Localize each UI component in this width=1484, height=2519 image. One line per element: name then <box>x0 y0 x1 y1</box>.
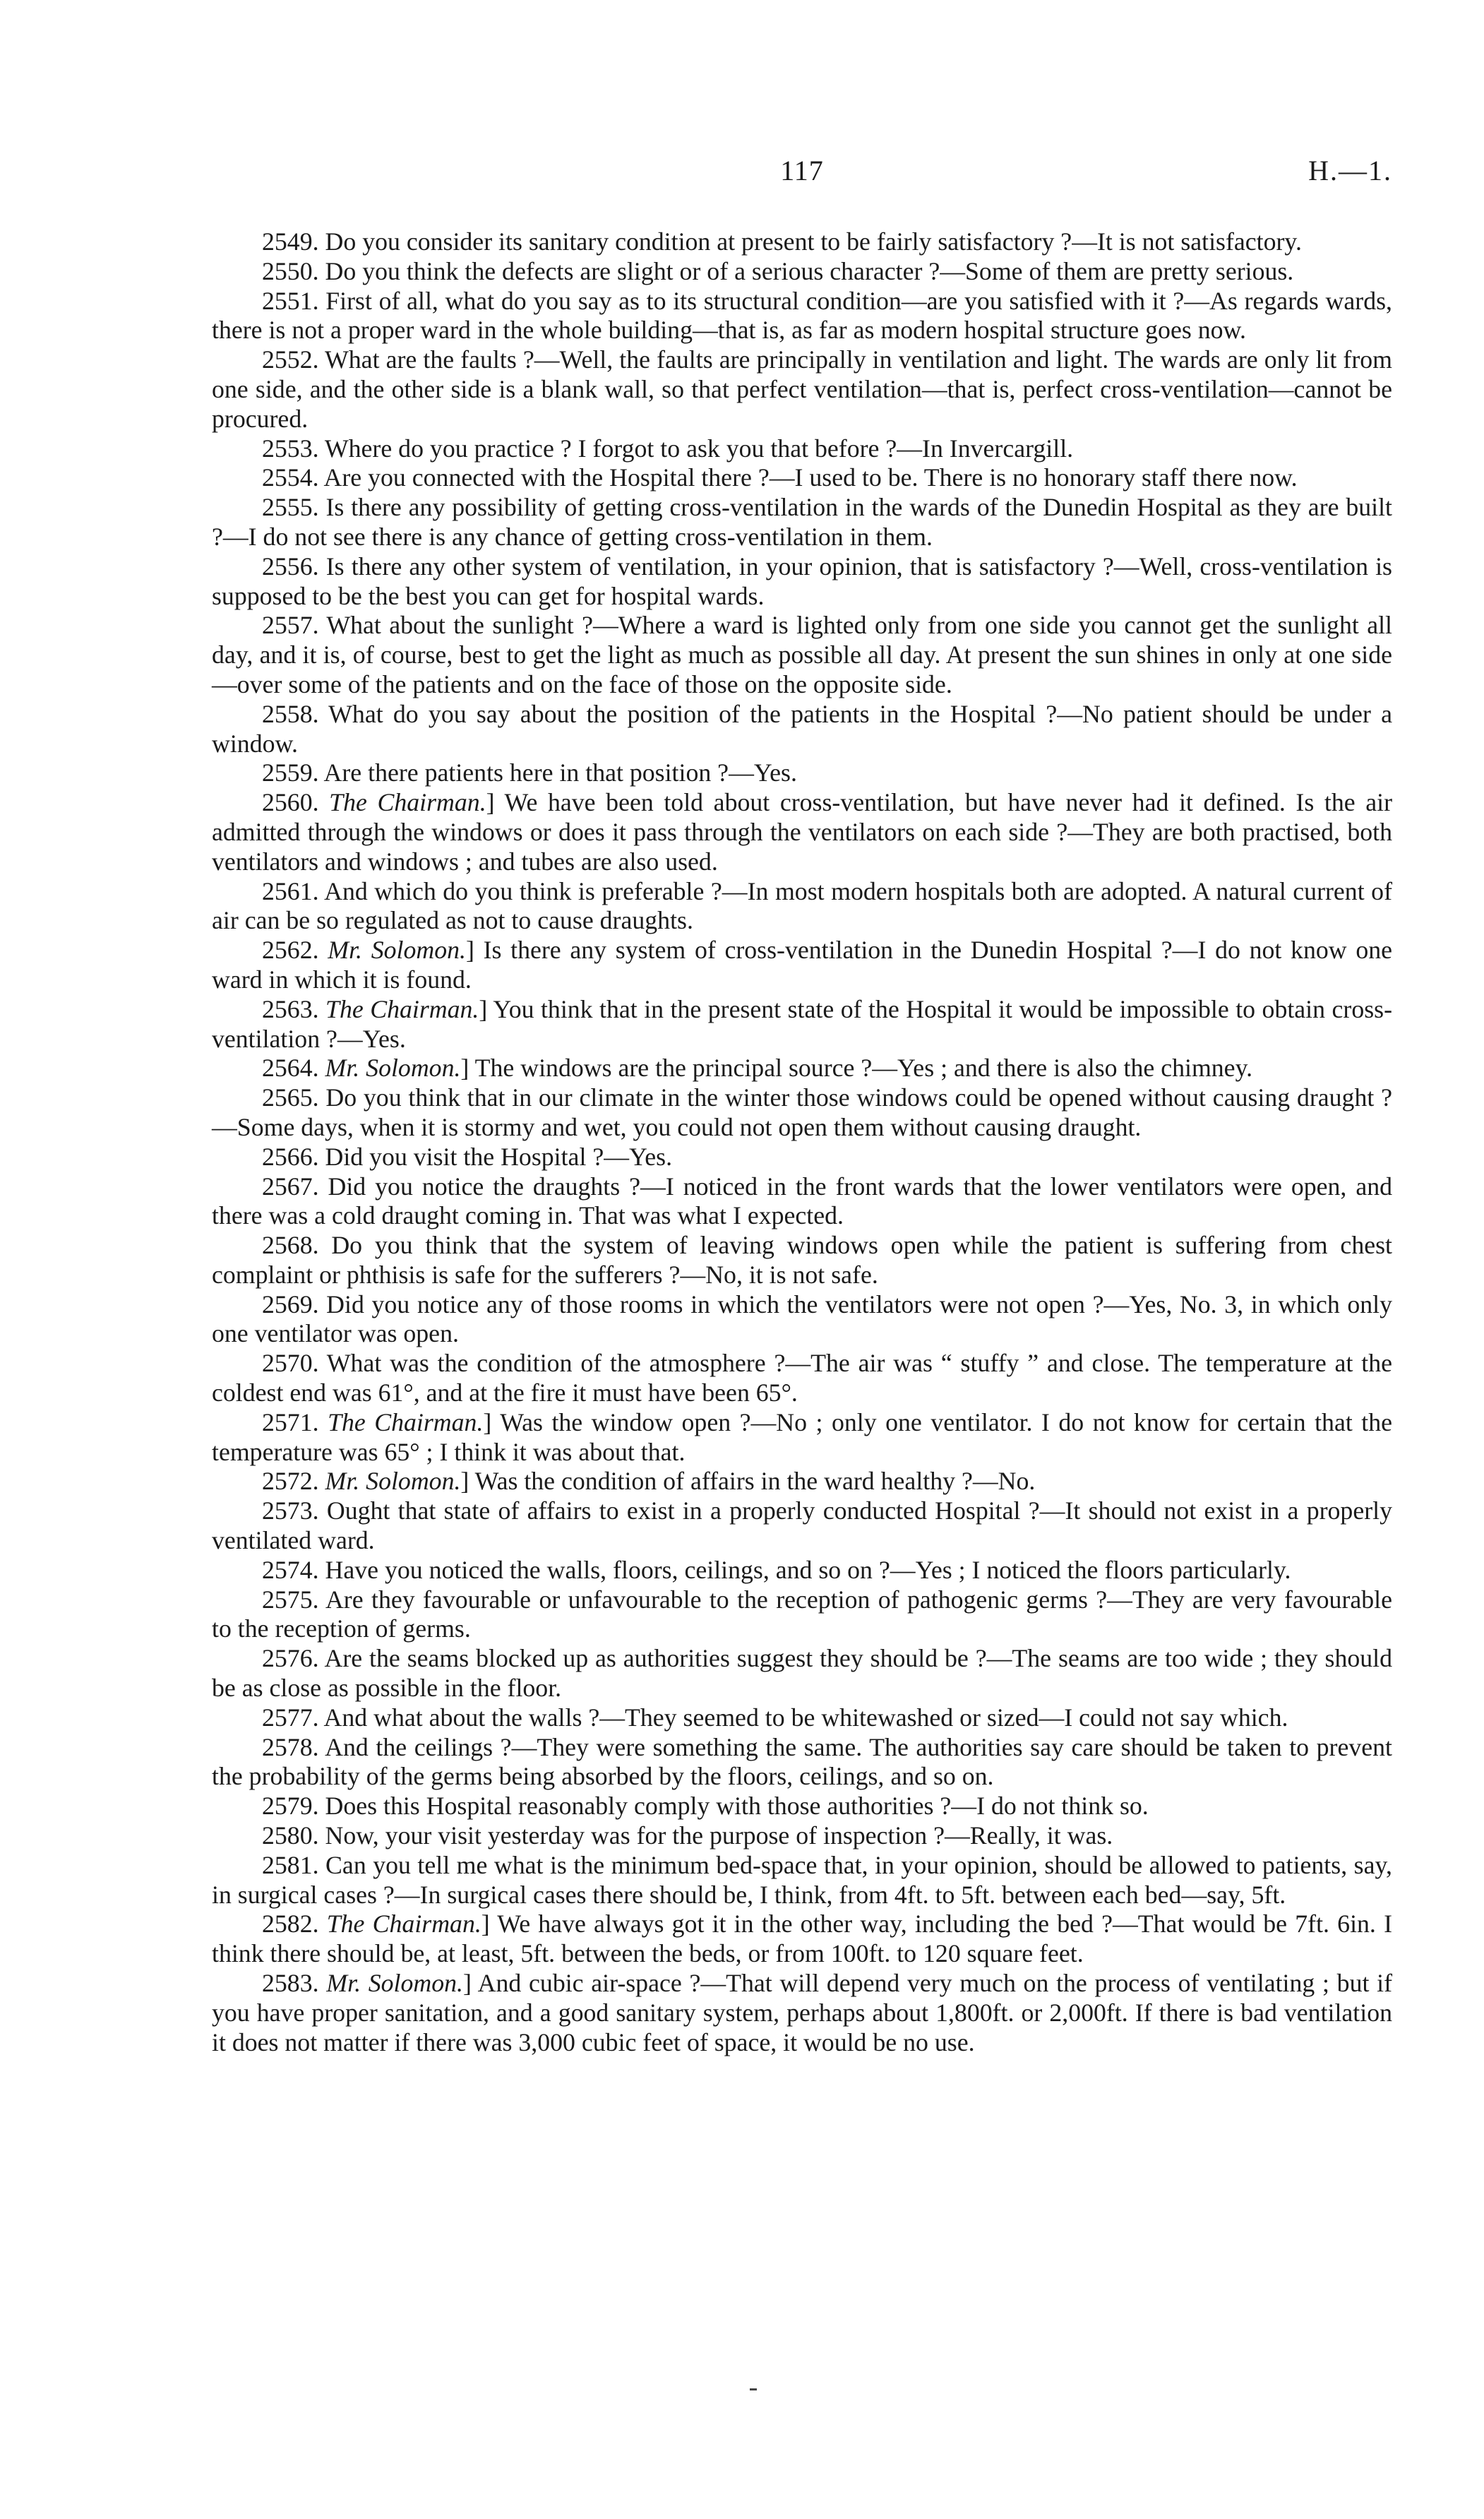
question-paragraph <box>212 995 1392 1054</box>
question-number: 2576. <box>262 1644 319 1673</box>
question-paragraph <box>212 1644 1392 1703</box>
question-paragraph <box>212 1496 1392 1556</box>
question-number: 2551. <box>262 286 319 315</box>
question-answer-text: Have you noticed the walls, floors, ceilings, and so on ?—Yes ; I noticed the floors particularly. <box>318 1555 1291 1584</box>
speaker-name: The Chairman. <box>328 1407 484 1436</box>
question-number: 2575. <box>262 1585 319 1614</box>
question-paragraph <box>212 1054 1392 1083</box>
question-paragraph <box>212 1556 1392 1585</box>
question-answer-text: And what about the walls ?—They seemed to be whitewashed or sized—I could not say which. <box>318 1703 1288 1732</box>
question-paragraph <box>212 434 1392 464</box>
speaker-name: Mr. Solomon. <box>326 1969 463 1998</box>
question-number: 2566. <box>262 1142 319 1171</box>
question-answer-text: And the ceilings ?—They were something the same. The authorities say care should be taken to prevent the probability of the germs being absorbed by the floors, ceilings, and so on. <box>212 1732 1392 1791</box>
question-paragraph <box>212 788 1392 876</box>
question-answer-text: What was the condition of the atmosphere ?—The air was “ stuffy ” and close. The temperature at the coldest end was 61°, and at the fire it must have been 65°. <box>212 1349 1392 1407</box>
question-answer-text: Do you consider its sanitary condition at present to be fairly satisfactory ?—It is not satisfactory. <box>318 227 1302 256</box>
question-number: 2573. <box>262 1496 319 1525</box>
question-answer-text: ] And cubic air-space ?—That will depend very much on the process of ventilating ; but if you have proper sanitation, and a good sanitary system, perhaps about 1,800ft. or 2,000ft. If there is bad ventilation it does not matter if there was 3,000 cubic feet of space, it would be no use. <box>212 1969 1393 2056</box>
question-paragraph <box>212 345 1392 434</box>
question-answer-text: Does this Hospital reasonably comply with those authorities ?—I do not think so. <box>318 1792 1149 1821</box>
question-paragraph <box>212 877 1392 936</box>
question-paragraph <box>212 1467 1392 1496</box>
page-header <box>212 154 1392 196</box>
question-number: 2574. <box>262 1555 319 1584</box>
question-paragraph <box>212 1349 1392 1408</box>
question-answer-text: Ought that state of affairs to exist in a properly conducted Hospital ?—It should not exist in a properly ventilated ward. <box>212 1496 1392 1555</box>
question-answer-text: First of all, what do you say as to its structural condition—are you satisfied with it ?—As regards wards, there is not a proper ward in the whole building—that is, as far as modern hospital structure goes now. <box>212 286 1392 345</box>
question-answer-text: ] The windows are the principal source ?—Yes ; and there is also the chimney. <box>460 1054 1253 1083</box>
document-reference: H.—1. <box>1308 155 1392 186</box>
question-number: 2554. <box>262 463 319 492</box>
question-answer-text: Where do you practice ? I forgot to ask you that before ?—In Invercargill. <box>318 434 1074 463</box>
question-paragraph <box>212 257 1392 287</box>
question-paragraph <box>212 227 1392 257</box>
question-paragraph <box>212 1733 1392 1792</box>
question-paragraph <box>212 1851 1392 1910</box>
question-paragraph <box>212 1792 1392 1821</box>
question-paragraph <box>212 287 1392 346</box>
question-paragraph <box>212 1083 1392 1143</box>
question-answer-text: What do you say about the position of the patients in the Hospital ?—No patient should be under a window. <box>212 699 1392 758</box>
question-paragraph <box>212 1821 1392 1851</box>
question-paragraph <box>212 1910 1392 1969</box>
question-paragraph <box>212 493 1392 552</box>
page-number: 117 <box>780 155 824 186</box>
question-paragraph <box>212 1231 1392 1290</box>
question-number: 2579. <box>262 1792 319 1821</box>
question-answer-text: Is there any other system of ventilation, in your opinion, that is satisfactory ?—Well, cross-ventilation is supposed to be the best you can get for hospital wards. <box>212 552 1392 610</box>
speaker-name: Mr. Solomon. <box>325 1467 461 1496</box>
question-answer-text: ] We have been told about cross-ventilation, but have never had it defined. Is the air admitted through the windows or does it pass through the ventilators on each side ?—They are both practised, both ventilators and windows ; and tubes are also used. <box>212 788 1392 876</box>
question-number: 2582. <box>262 1910 319 1939</box>
question-number: 2555. <box>262 493 319 522</box>
question-paragraph <box>212 1172 1392 1232</box>
question-answer-text: Did you notice the draughts ?—I noticed in the front wards that the lower ventilators were open, and there was a cold draught coming in. That was what I expected. <box>212 1172 1392 1230</box>
question-answer-text: Now, your visit yesterday was for the purpose of inspection ?—Really, it was. <box>318 1821 1113 1850</box>
question-answer-text: Do you think that in our climate in the winter those windows could be opened without causing draught ?—Some days, when it is stormy and wet, you could not open them without causing draught. <box>212 1083 1392 1141</box>
question-number: 2552. <box>262 345 319 374</box>
speaker-name: Mr. Solomon. <box>325 1054 461 1083</box>
question-number: 2577. <box>262 1703 319 1732</box>
question-number: 2558. <box>262 699 319 728</box>
question-number: 2580. <box>262 1821 319 1850</box>
question-answer-text: And which do you think is preferable ?—In most modern hospitals both are adopted. A natural current of air can be so regulated as not to cause draughts. <box>212 876 1392 935</box>
question-number: 2569. <box>262 1290 319 1318</box>
question-answer-text: Are you connected with the Hospital there ?—I used to be. There is no honorary staff there now. <box>318 463 1298 492</box>
question-number: 2549. <box>262 227 319 256</box>
question-paragraph <box>212 936 1392 995</box>
question-answer-text: Are there patients here in that position ?—Yes. <box>318 758 797 787</box>
question-number: 2568. <box>262 1231 319 1260</box>
question-number: 2562. <box>262 936 319 965</box>
question-answer-text: ] We have always got it in the other way, including the bed ?—That would be 7ft. 6in. I think there should be, at least, 5ft. between the beds, or from 100ft. to 120 square feet. <box>212 1910 1392 1968</box>
question-paragraph <box>212 1703 1392 1733</box>
speaker-name: The Chairman. <box>329 788 486 817</box>
question-number: 2553. <box>262 434 319 463</box>
speaker-name: Mr. Solomon. <box>328 936 466 965</box>
question-number: 2572. <box>262 1467 319 1496</box>
question-number: 2567. <box>262 1172 319 1201</box>
question-paragraph <box>212 1585 1392 1645</box>
question-number: 2550. <box>262 256 319 285</box>
question-number: 2578. <box>262 1732 319 1761</box>
question-number: 2563. <box>262 994 319 1023</box>
question-number: 2571. <box>262 1407 319 1436</box>
question-answer-text: Is there any possibility of getting cross-ventilation in the wards of the Dunedin Hospital as they are built ?—I do not see there is any chance of getting cross-ventilation in them. <box>212 493 1392 551</box>
question-number: 2557. <box>262 611 319 640</box>
question-paragraph <box>212 1290 1392 1350</box>
question-number: 2560. <box>262 788 319 817</box>
question-number: 2564. <box>262 1054 319 1083</box>
question-answer-text: What about the sunlight ?—Where a ward is lighted only from one side you cannot get the sunlight all day, and it is, of course, best to get the light as much as possible all day. At present the sun shines in only at one side—over some of the patients and on the face of those on the opposite side. <box>212 611 1392 698</box>
question-paragraph <box>212 758 1392 788</box>
question-answer-text: ] Was the condition of affairs in the ward healthy ?—No. <box>460 1467 1036 1496</box>
question-answer-text: Are they favourable or unfavourable to the reception of pathogenic germs ?—They are very favourable to the reception of germs. <box>212 1585 1392 1643</box>
question-paragraph <box>212 552 1392 612</box>
print-speck <box>750 2388 757 2390</box>
question-answer-text: Do you think that the system of leaving windows open while the patient is suffering from chest complaint or phthisis is safe for the sufferers ?—No, it is not safe. <box>212 1231 1392 1289</box>
question-paragraph <box>212 1969 1392 2057</box>
question-paragraph <box>212 1408 1392 1467</box>
question-answer-text: ] You think that in the present state of the Hospital it would be impossible to obtain cross-ventilation ?—Yes. <box>212 994 1392 1053</box>
question-answer-text: Are the seams blocked up as authorities suggest they should be ?—The seams are too wide ; they should be as close as possible in the floor. <box>212 1644 1392 1703</box>
question-number: 2556. <box>262 552 319 580</box>
question-number: 2570. <box>262 1349 319 1378</box>
question-answer-text: Did you notice any of those rooms in which the ventilators were not open ?—Yes, No. 3, in which only one ventilator was open. <box>212 1290 1392 1348</box>
question-paragraph <box>212 463 1392 493</box>
question-number: 2581. <box>262 1850 319 1879</box>
question-paragraph <box>212 611 1392 699</box>
question-number: 2561. <box>262 876 319 905</box>
question-answer-text: What are the faults ?—Well, the faults are principally in ventilation and light. The wards are only lit from one side, and the other side is a blank wall, so that perfect ventilation—that is, perfect cross-ventilation—cannot be procured. <box>212 345 1392 433</box>
question-paragraph <box>212 700 1392 759</box>
question-number: 2559. <box>262 758 319 787</box>
question-answer-text: Did you visit the Hospital ?—Yes. <box>318 1142 673 1171</box>
question-answer-text: ] Is there any system of cross-ventilation in the Dunedin Hospital ?—I do not know one ward in which it is found. <box>212 936 1392 994</box>
speaker-name: The Chairman. <box>326 1910 481 1939</box>
question-paragraph <box>212 1143 1392 1172</box>
testimony-body <box>212 227 1392 2057</box>
speaker-name: The Chairman. <box>325 994 479 1023</box>
question-answer-text: Do you think the defects are slight or of a serious character ?—Some of them are pretty serious. <box>318 256 1294 285</box>
question-number: 2565. <box>262 1083 319 1112</box>
question-number: 2583. <box>262 1969 319 1998</box>
question-answer-text: Can you tell me what is the minimum bed-space that, in your opinion, should be allowed to patients, say, in surgical cases ?—In surgical cases there should be, I think, from 4ft. to 5ft. between each bed—say, 5ft. <box>212 1850 1392 1909</box>
question-answer-text: ] Was the window open ?—No ; only one ventilator. I do not know for certain that the temperature was 65° ; I think it was about that. <box>212 1407 1393 1466</box>
